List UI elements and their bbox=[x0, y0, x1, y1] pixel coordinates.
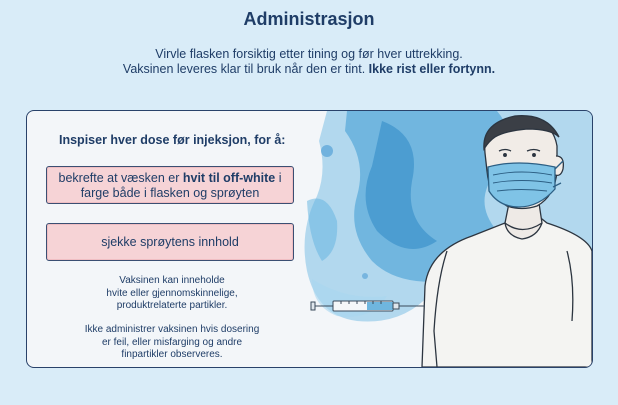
check-color-text-a: bekrefte at væsken er bbox=[58, 171, 183, 185]
intro-line-2-text: Vaksinen leveres klar til bruk når den er tint. bbox=[122, 62, 369, 76]
do-not-administer-line-2: er feil, eller misfarging og andre bbox=[101, 336, 243, 348]
do-not-administer-line-3: finpartikler observeres. bbox=[121, 349, 223, 360]
inspection-text-column bbox=[27, 111, 317, 367]
check-color-highlight: hvit til off-white bbox=[182, 171, 276, 185]
do-not-administer-line-1: Ikke administrer vaksinen hvis dosering bbox=[84, 324, 260, 335]
intro-line-2 bbox=[0, 62, 618, 77]
particles-note-line-2: hvite eller gjennomskinnelige, bbox=[106, 287, 238, 299]
intro-text bbox=[0, 47, 618, 77]
check-contents-text: sjekke sprøytens innhold bbox=[101, 235, 239, 249]
particles-note bbox=[53, 275, 291, 313]
particles-note-line-1: Vaksinen kan inneholde bbox=[119, 275, 225, 286]
check-contents-box bbox=[46, 223, 294, 261]
inspection-heading: Inspiser hver dose før injeksjon, for å: bbox=[59, 133, 286, 147]
check-color-text-d: farge både i flasken og sprøyten bbox=[80, 186, 260, 200]
particles-note-line-3: produktrelaterte partikler. bbox=[116, 300, 228, 311]
inspection-panel bbox=[26, 110, 593, 368]
check-color-box bbox=[46, 166, 294, 204]
do-not-administer-note bbox=[53, 324, 291, 362]
intro-line-1: Virvle flasken forsiktig etter tining og før hver uttrekking. bbox=[155, 47, 463, 61]
check-color-text-c: i bbox=[275, 171, 282, 185]
intro-line-2-warning: Ikke rist eller fortynn. bbox=[368, 62, 496, 76]
page-title: Administrasjon bbox=[243, 9, 375, 29]
